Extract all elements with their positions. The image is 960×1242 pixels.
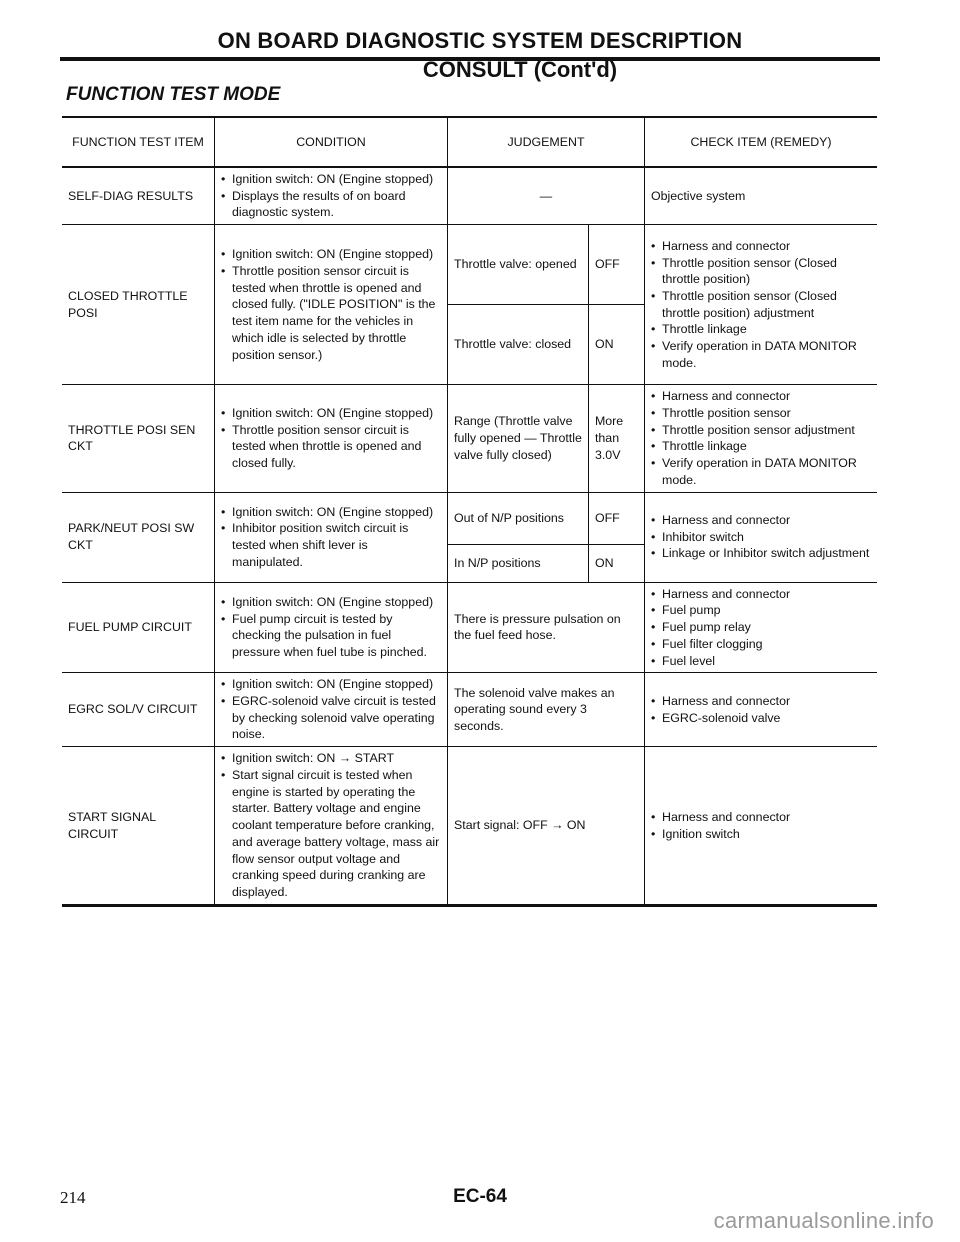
judgement-state: Range (Throttle valve fully opened — Throttle valve fully closed): [448, 385, 589, 492]
condition-cell: [215, 747, 448, 906]
check-item: • Throttle position sensor: [651, 405, 871, 422]
check-cell: [645, 582, 878, 673]
check-item: • Inhibitor switch: [651, 529, 871, 546]
check-item: • Verify operation in DATA MONITOR mode.: [651, 455, 871, 488]
judgement-state: In N/P positions: [448, 544, 589, 582]
column-header-judgement: JUDGEMENT: [448, 117, 645, 167]
condition-cell: [215, 167, 448, 225]
check-item: • Harness and connector: [651, 809, 871, 826]
function-test-table: [62, 116, 877, 907]
judgement-state: Out of N/P positions: [448, 492, 589, 544]
check-cell: [645, 167, 878, 225]
check-item: • Harness and connector: [651, 388, 871, 405]
condition-item: • Ignition switch: ON (Engine stopped): [221, 171, 441, 188]
judgement-state: Throttle valve: closed: [448, 305, 589, 385]
condition-item: • Ignition switch: ON (Engine stopped): [221, 594, 441, 611]
condition-item: • Ignition switch: ON (Engine stopped): [221, 504, 441, 521]
judgement-cell: There is pressure pulsation on the fuel feed hose.: [448, 582, 645, 673]
check-item: • Throttle position sensor (Closed throttle position) adjustment: [651, 288, 871, 321]
check-item: Objective system: [651, 188, 746, 203]
judgement-result: OFF: [588, 492, 644, 544]
function-test-item: START SIGNAL CIRCUIT: [62, 747, 215, 906]
function-test-item: CLOSED THROTTLE POSI: [62, 225, 215, 385]
condition-cell: [215, 385, 448, 492]
page-code: EC-64: [453, 1186, 507, 1207]
table-row: [62, 747, 877, 906]
condition-item: • Ignition switch: ON (Engine stopped): [221, 246, 441, 263]
function-test-item: SELF-DIAG RESULTS: [62, 167, 215, 225]
condition-item: • Start signal circuit is tested when engine is started by operating the starter. Battery voltage and engine coolant temperature before cranking, and average battery voltage, mass air flow sensor output voltage and cranking speed during cranking are displayed.: [221, 767, 441, 901]
table-row: [62, 673, 877, 747]
page-subtitle: CONSULT (Cont'd): [422, 57, 618, 82]
watermark: carmanualsonline.info: [713, 1208, 934, 1233]
function-test-item: FUEL PUMP CIRCUIT: [62, 582, 215, 673]
check-cell: [645, 492, 878, 582]
check-cell: [645, 225, 878, 385]
condition-item: • Fuel pump circuit is tested by checking the pulsation in fuel pressure when fuel tube is pinched.: [221, 611, 441, 661]
function-test-item: EGRC SOL/V CIRCUIT: [62, 673, 215, 747]
judgement-cell: The solenoid valve makes an operating sound every 3 seconds.: [448, 673, 645, 747]
column-header-check: CHECK ITEM (REMEDY): [645, 117, 878, 167]
condition-item: • Throttle position sensor circuit is tested when throttle is opened and closed fully. ("IDLE POSITION" is the test item name for the vehicles in which idle is selected by throttle position sensor.): [221, 263, 441, 363]
function-test-item: PARK/NEUT POSI SW CKT: [62, 492, 215, 582]
judgement-cell: —: [448, 167, 645, 225]
page-number: 214: [60, 1188, 86, 1207]
table-row: [62, 582, 877, 673]
check-item: • Harness and connector: [651, 512, 871, 529]
check-cell: [645, 385, 878, 492]
table-row: [62, 385, 877, 492]
check-item: • Throttle position sensor adjustment: [651, 422, 871, 439]
check-item: • Harness and connector: [651, 238, 871, 255]
check-item: • Fuel filter clogging: [651, 636, 871, 653]
column-header-item: FUNCTION TEST ITEM: [62, 117, 215, 167]
judgement-result: ON: [588, 305, 644, 385]
condition-cell: [215, 492, 448, 582]
check-cell: [645, 673, 878, 747]
check-cell: [645, 747, 878, 906]
check-item: • Harness and connector: [651, 586, 871, 603]
judgement-result: ON: [588, 544, 644, 582]
condition-item: • EGRC-solenoid valve circuit is tested by checking solenoid valve operating noise.: [221, 693, 441, 743]
table-row: [62, 492, 877, 544]
check-item: • Fuel pump relay: [651, 619, 871, 636]
condition-item: • Ignition switch: ON (Engine stopped): [221, 405, 441, 422]
condition-cell: [215, 673, 448, 747]
check-item: • Throttle linkage: [651, 438, 871, 455]
section-title: FUNCTION TEST MODE: [66, 84, 281, 105]
condition-item: • Throttle position sensor circuit is tested when throttle is opened and closed fully.: [221, 422, 441, 472]
page-title: ON BOARD DIAGNOSTIC SYSTEM DESCRIPTION: [217, 28, 743, 53]
condition-cell: [215, 225, 448, 385]
check-item: • Throttle linkage: [651, 321, 871, 338]
condition-item: • Displays the results of on board diagnostic system.: [221, 188, 441, 221]
condition-item: • Inhibitor position switch circuit is tested when shift lever is manipulated.: [221, 520, 441, 570]
check-item: • Harness and connector: [651, 693, 871, 710]
column-header-condition: CONDITION: [215, 117, 448, 167]
table-row: [62, 167, 877, 225]
check-item: • Fuel pump: [651, 602, 871, 619]
check-item: • Linkage or Inhibitor switch adjustment: [651, 545, 871, 562]
judgement-state: Throttle valve: opened: [448, 225, 589, 305]
judgement-result: More than 3.0V: [588, 385, 644, 492]
function-test-item: THROTTLE POSI SEN CKT: [62, 385, 215, 492]
check-item: • EGRC-solenoid valve: [651, 710, 871, 727]
check-item: • Verify operation in DATA MONITOR mode.: [651, 338, 871, 371]
table-header-row: [62, 117, 877, 167]
check-item: • Ignition switch: [651, 826, 871, 843]
judgement-cell: Start signal: OFF → ON: [448, 747, 645, 906]
condition-cell: [215, 582, 448, 673]
judgement-result: OFF: [588, 225, 644, 305]
condition-item: • Ignition switch: ON → START: [221, 750, 441, 767]
condition-item: • Ignition switch: ON (Engine stopped): [221, 676, 441, 693]
check-item: • Fuel level: [651, 653, 871, 670]
check-item: • Throttle position sensor (Closed throttle position): [651, 255, 871, 288]
table-row: [62, 225, 877, 305]
